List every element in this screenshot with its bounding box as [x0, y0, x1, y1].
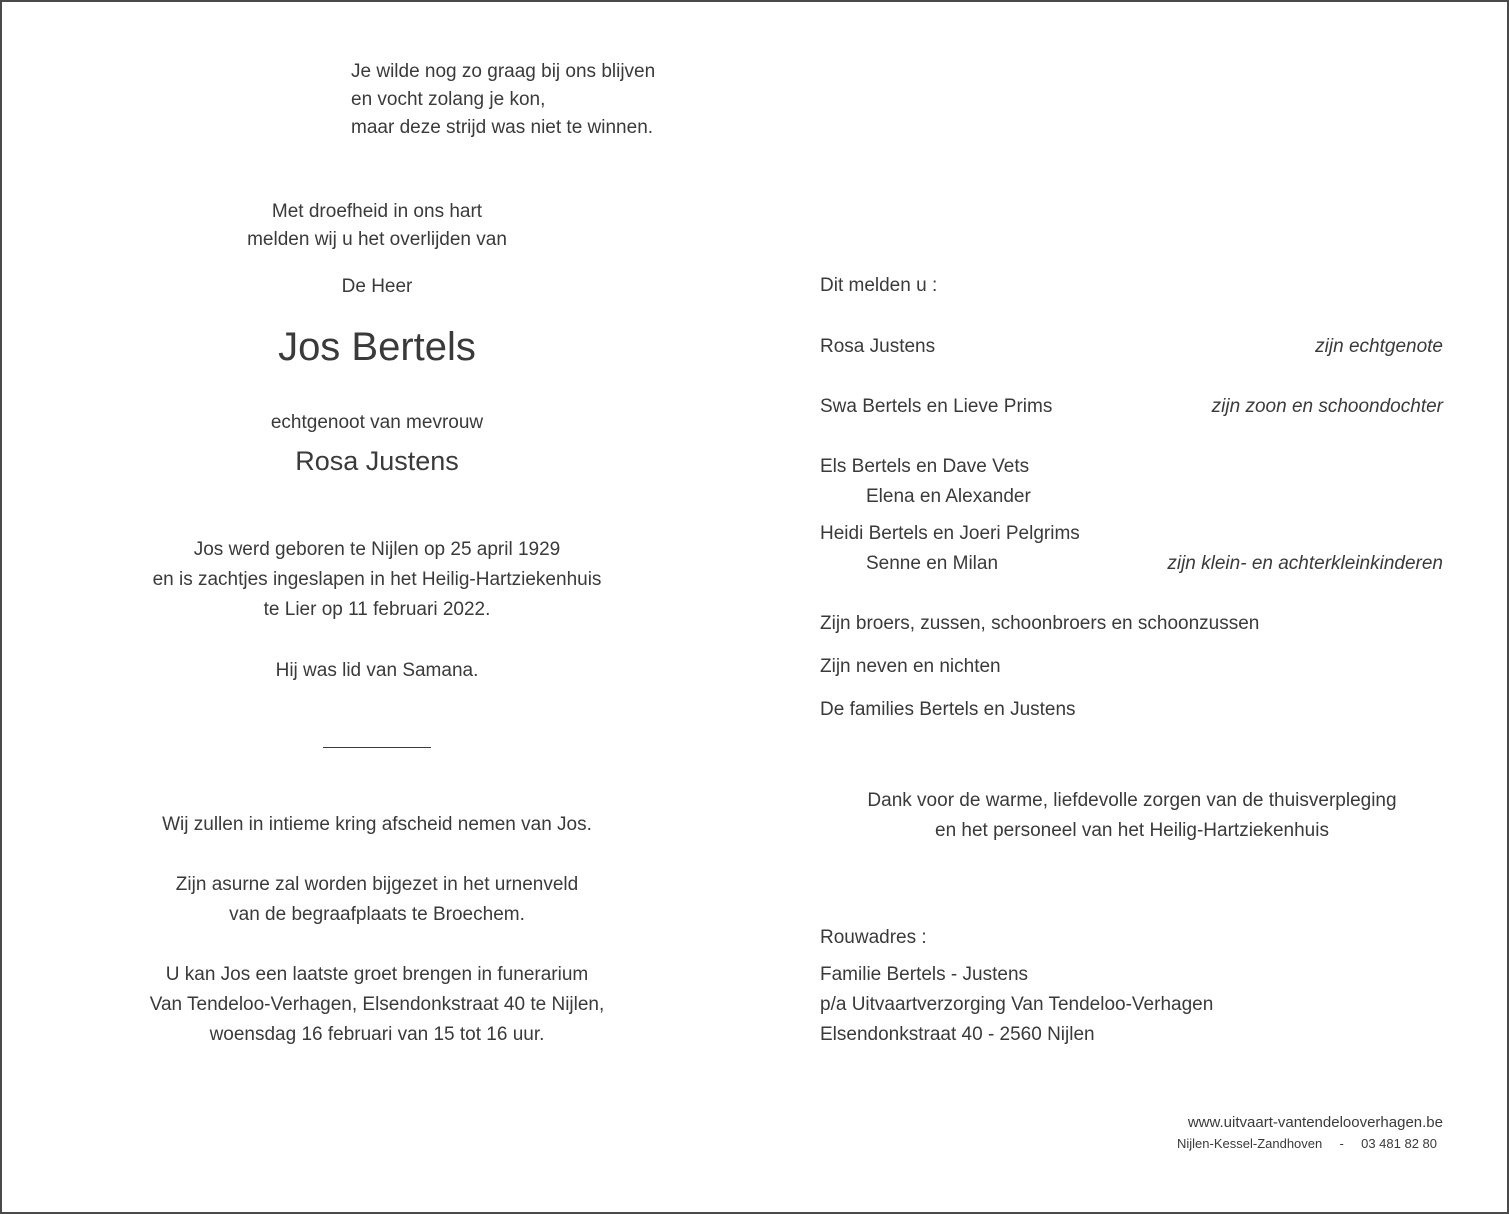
spouse-intro: echtgenoot van mevrouw — [270, 412, 484, 433]
honorific: De Heer — [341, 276, 413, 297]
address-line: Elsendonkstraat 40 - 2560 Nijlen — [820, 1024, 1095, 1045]
birth-death-line: en is zachtjes ingeslapen in het Heilig-Hartziekenhuis — [152, 569, 602, 590]
family-relation: zijn zoon en schoondochter — [1211, 396, 1443, 417]
family-row — [820, 550, 1443, 578]
contact-line — [1177, 1135, 1437, 1153]
family-row — [820, 483, 1443, 511]
divider — [323, 747, 431, 748]
separator: - — [1339, 1136, 1344, 1151]
farewell: Wij zullen in intieme kring afscheid nemen van Jos. — [162, 814, 592, 835]
birth-death-line: te Lier op 11 februari 2022. — [263, 599, 491, 620]
thanks-line: en het personeel van het Heilig-Hartziekenhuis — [935, 820, 1329, 841]
family-row — [820, 393, 1443, 421]
family-relation: zijn echtgenote — [1315, 336, 1443, 357]
address-label: Rouwadres : — [820, 927, 927, 948]
family-row — [820, 453, 1443, 481]
intro-line: melden wij u het overlijden van — [247, 229, 507, 250]
extended-family-line: Zijn broers, zussen, schoonbroers en schoonzussen — [820, 613, 1260, 634]
family-row — [820, 520, 1443, 548]
poem-line: en vocht zolang je kon, — [351, 89, 546, 110]
thanks-line: Dank voor de warme, liefdevolle zorgen van de thuisverpleging — [867, 790, 1397, 811]
family-relation: zijn klein- en achterkleinkinderen — [1167, 553, 1443, 574]
family-name: Elena en Alexander — [866, 486, 1031, 507]
deceased-name: Jos Bertels — [278, 325, 476, 369]
spouse-name: Rosa Justens — [295, 446, 459, 476]
poem-line: Je wilde nog zo graag bij ons blijven — [351, 61, 656, 82]
phone: 03 481 82 80 — [1361, 1136, 1437, 1151]
extended-family-line: Zijn neven en nichten — [820, 656, 1001, 677]
poem-line: maar deze strijd was niet te winnen. — [351, 117, 654, 138]
family-name: Els Bertels en Dave Vets — [820, 456, 1030, 477]
address-line: Familie Bertels - Justens — [820, 964, 1029, 985]
announce-label: Dit melden u : — [820, 275, 938, 296]
visitation-line: woensdag 16 februari van 15 tot 16 uur. — [209, 1024, 545, 1045]
website-link[interactable]: www.uitvaart-vantendelooverhagen.be — [1187, 1114, 1443, 1131]
visitation-line: Van Tendeloo-Verhagen, Elsendonkstraat 40 te Nijlen, — [149, 994, 605, 1015]
family-name: Rosa Justens — [820, 336, 936, 357]
intro-line: Met droefheid in ons hart — [271, 201, 483, 222]
family-name: Swa Bertels en Lieve Prims — [820, 396, 1053, 417]
extended-family-line: De families Bertels en Justens — [820, 699, 1076, 720]
visitation-line: U kan Jos een laatste groet brengen in funerarium — [165, 964, 589, 985]
locations: Nijlen-Kessel-Zandhoven — [1177, 1136, 1323, 1151]
family-row — [820, 333, 1443, 361]
burial-line: Zijn asurne zal worden bijgezet in het urnenveld — [175, 874, 579, 895]
birth-death-line: Jos werd geboren te Nijlen op 25 april 1929 — [193, 539, 561, 560]
family-name: Heidi Bertels en Joeri Pelgrims — [820, 523, 1080, 544]
poem — [351, 58, 655, 142]
burial-line: van de begraafplaats te Broechem. — [229, 904, 525, 925]
address-line: p/a Uitvaartverzorging Van Tendeloo-Verhagen — [820, 994, 1214, 1015]
membership: Hij was lid van Samana. — [275, 660, 479, 681]
family-name: Senne en Milan — [866, 553, 999, 574]
